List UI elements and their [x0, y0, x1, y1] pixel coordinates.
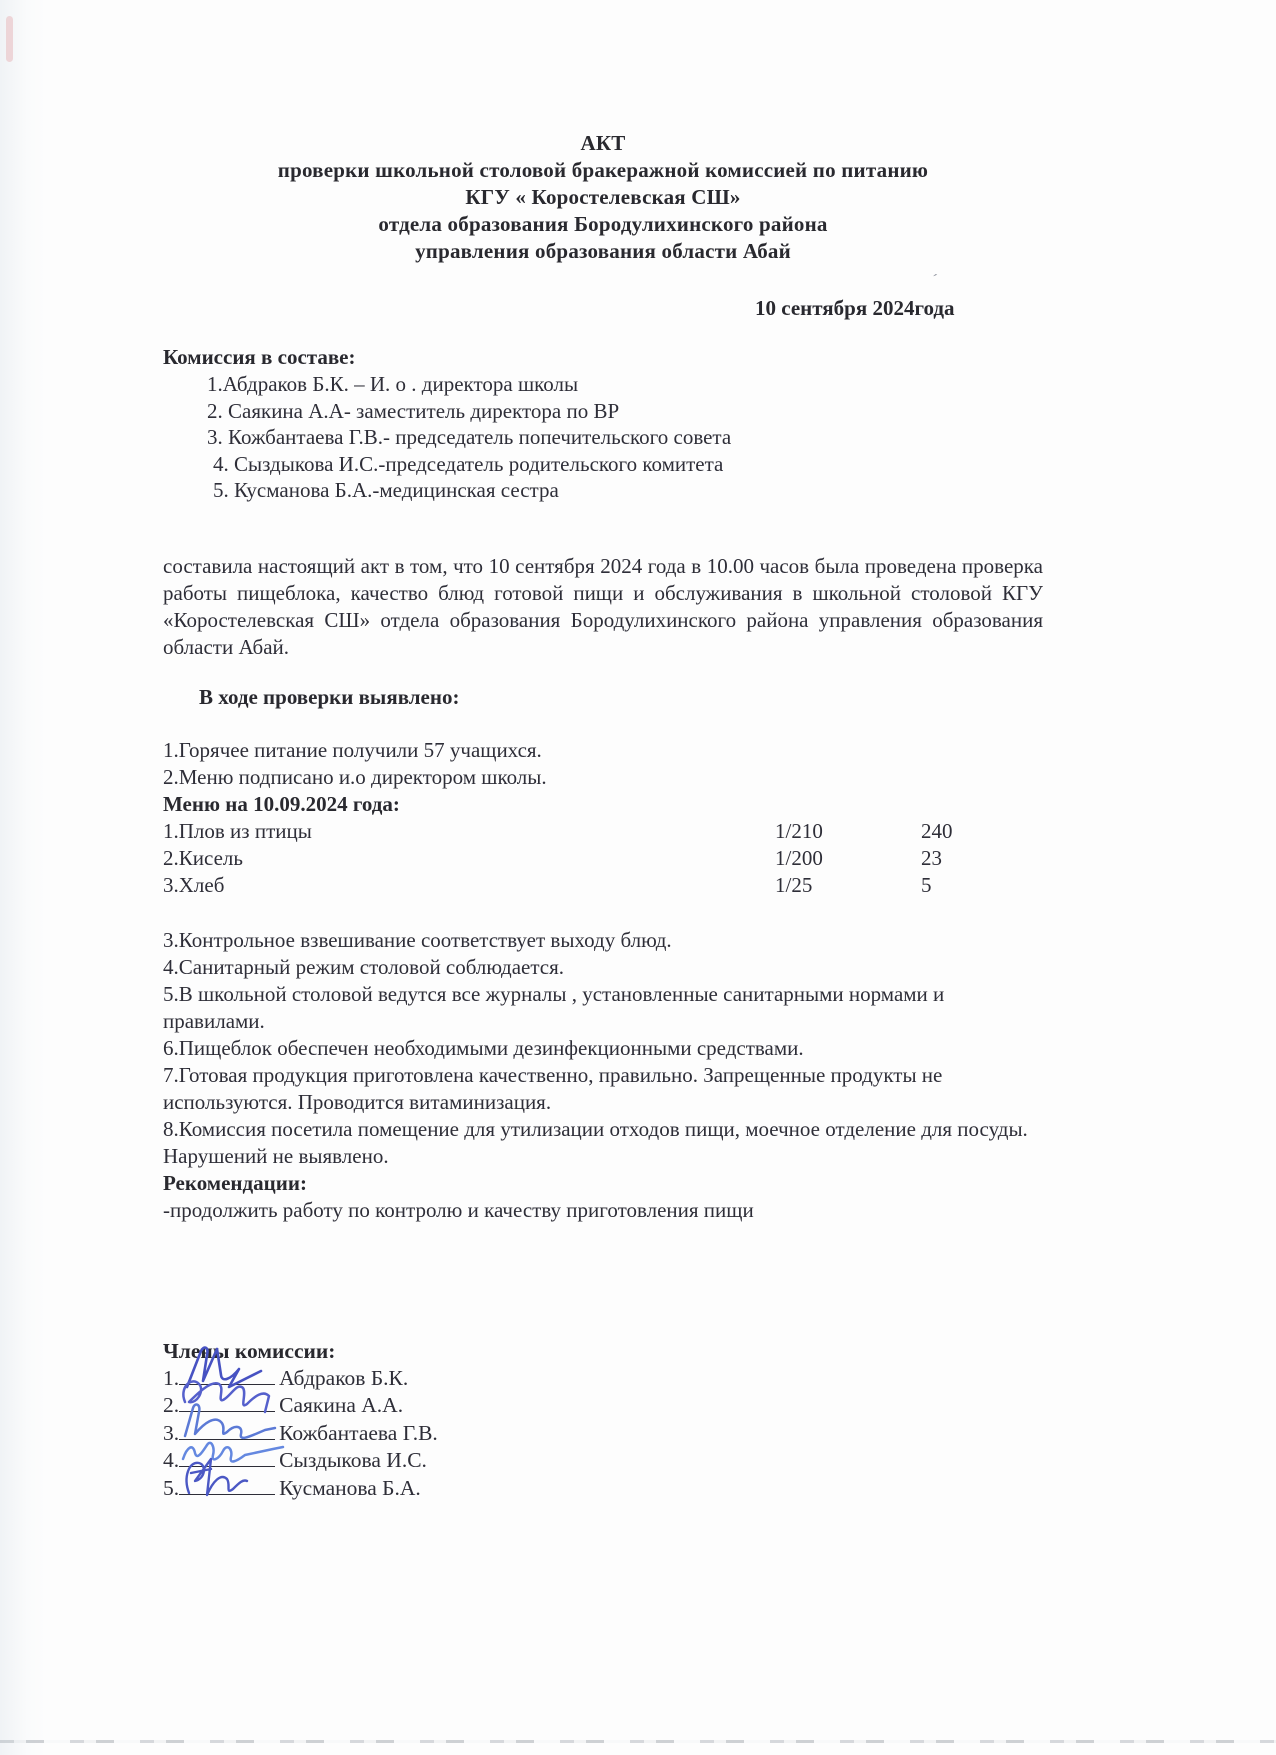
- signature-name: Кусманова Б.А.: [279, 1475, 421, 1500]
- signature-row: [163, 1365, 1043, 1393]
- signature-row: [163, 1392, 1043, 1420]
- finding-item: 8.Комиссия посетила помещение для утилизации отходов пищи, моечное отделение для посуды. Нарушений не выявлено.: [163, 1116, 1028, 1168]
- menu-portion-value: 1/210: [775, 818, 823, 843]
- signature-number: 2.: [163, 1393, 180, 1418]
- signatures-heading: Члены комиссии:: [163, 1338, 336, 1363]
- finding-item: 6.Пищеблок обеспечен необходимыми дезинфекционными средствами.: [163, 1035, 804, 1060]
- title-line-subject: проверки школьной столовой бракеражной комиссией по питанию: [277, 158, 929, 182]
- findings-intro-block: [163, 737, 1043, 899]
- signature-name: Кожбантаева Г.В.: [279, 1420, 438, 1445]
- title-line-district: отдела образования Бородулихинского района: [378, 212, 828, 236]
- signature-number: 1.: [163, 1365, 180, 1390]
- menu-dish-name: 1.Плов из птицы: [163, 818, 312, 843]
- commission-member: 5. Кусманова Б.А.-медицинская сестра: [213, 478, 559, 502]
- finding-item: 1.Горячее питание получили 57 учащихся.: [163, 737, 542, 762]
- signature-row: [163, 1420, 1043, 1448]
- finding-item: 3.Контрольное взвешивание соответствует выходу блюд.: [163, 927, 672, 952]
- commission-heading: Комиссия в составе:: [163, 345, 356, 369]
- menu-output-value: 240: [921, 818, 953, 843]
- signature-number: 4.: [163, 1448, 180, 1473]
- scan-tick-artifact: ´: [929, 271, 939, 290]
- signature-row: [163, 1475, 1043, 1503]
- signature-line: [179, 1421, 275, 1440]
- title-line-akt: АКТ: [580, 131, 626, 155]
- signature-name: Саякина А.А.: [279, 1393, 404, 1418]
- signature-name: Абдраков Б.К.: [279, 1365, 409, 1390]
- document-title-block: [163, 130, 1043, 265]
- signature-name: Сыздыкова И.С.: [279, 1448, 427, 1473]
- document-content: [163, 0, 1043, 1502]
- menu-row: [163, 818, 1043, 845]
- menu-row: [163, 845, 1043, 872]
- menu-row: [163, 872, 1043, 899]
- menu-dish-name: 2.Кисель: [163, 845, 243, 870]
- scan-pink-artifact: [6, 16, 13, 62]
- menu-output-value: 5: [921, 872, 932, 897]
- menu-portion-value: 1/200: [775, 845, 823, 870]
- recommendation-item: -продолжить работу по контролю и качеству приготовления пищи: [163, 1197, 754, 1222]
- signature-line: [179, 1448, 275, 1467]
- findings-heading: В ходе проверки выявлено:: [199, 684, 460, 709]
- title-line-region: управления образования области Абай: [415, 239, 791, 263]
- signature-number: 3.: [163, 1420, 180, 1445]
- finding-item: 5.В школьной столовой ведутся все журналы , установленные санитарными нормами и правилами.: [163, 981, 945, 1033]
- title-line-school: КГУ « Коростелевская СШ»: [465, 185, 741, 209]
- findings-block: [163, 927, 1043, 1224]
- commission-member: 3. Кожбантаева Г.В.- председатель попечительского совета: [207, 425, 732, 449]
- menu-portion-value: 1/25: [775, 872, 813, 897]
- scan-edge-noise: [0, 0, 46, 1755]
- recommendations-heading: Рекомендации:: [163, 1170, 307, 1195]
- signature-line: [179, 1476, 275, 1495]
- signature-line: [179, 1393, 275, 1412]
- signature-number: 5.: [163, 1475, 180, 1500]
- commission-member: 2. Саякина А.А- заместитель директора по ВР: [207, 398, 620, 423]
- document-date: 10 сентября 2024года: [755, 296, 955, 320]
- finding-item: 2.Меню подписано и.о директором школы.: [163, 764, 547, 789]
- menu-heading: Меню на 10.09.2024 года:: [163, 791, 400, 816]
- finding-item: 7.Готовая продукция приготовлена качественно, правильно. Запрещенные продукты не используются. Проводится витаминизация.: [163, 1062, 943, 1114]
- finding-item: 4.Санитарный режим столовой соблюдается.: [163, 954, 565, 979]
- menu-dish-name: 3.Хлеб: [163, 872, 225, 897]
- commission-member: 4. Сыздыкова И.С.-председатель родительского комитета: [213, 451, 724, 476]
- commission-member: 1.Абдраков Б.К. – И. о . директора школы: [207, 372, 579, 396]
- act-body-paragraph: составила настоящий акт в том, что 10 сентября 2024 года в 10.00 часов была проведена проверка работы пищеблока, качество блюд готовой пищи и обслуживания в школьной столовой КГУ «Коростелевская СШ» отдела образования Бородулихинского района управления образования области Абай.: [163, 553, 1043, 659]
- signature-line: [179, 1366, 275, 1385]
- scanner-shadow-line: [0, 1740, 1276, 1743]
- signature-row: [163, 1447, 1043, 1475]
- menu-output-value: 23: [921, 845, 942, 870]
